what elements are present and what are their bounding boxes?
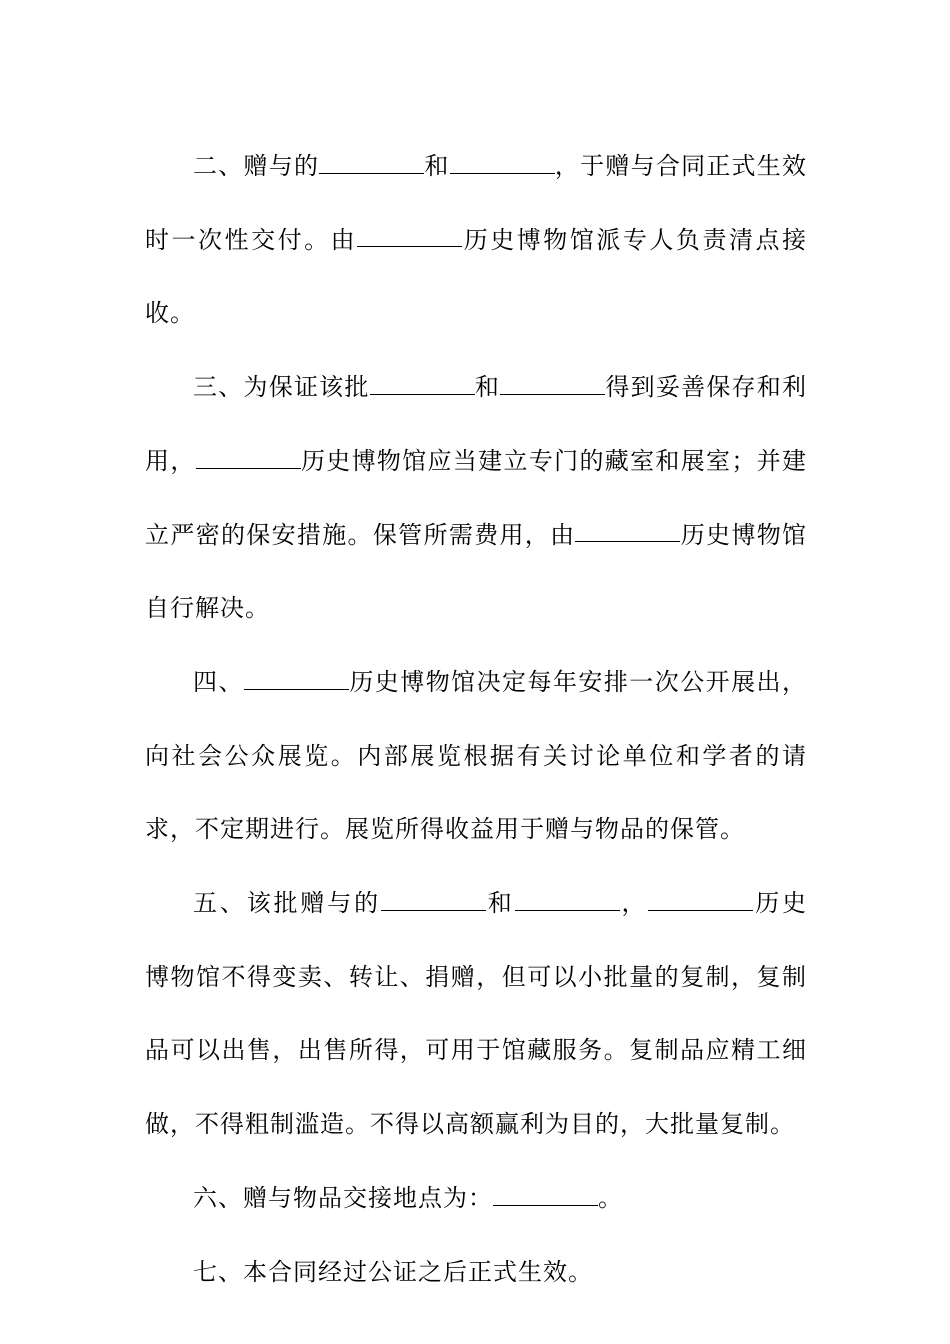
clause-text: ， [619, 889, 649, 918]
fill-in-blank [515, 909, 620, 911]
contract-clause-p5 [145, 867, 807, 1162]
fill-in-blank [648, 909, 753, 911]
clause-text: 历史博物馆决定每年安排一次公开展出，向社会公众展览。内部展览根据有关讨论单位和学者的请求，不定期进行。展览所得收益用于赠与物品的保管。 [145, 667, 808, 844]
clause-text: 和 [474, 373, 501, 402]
clause-text: 和 [424, 152, 450, 180]
clause-text: 五、该批赠与的 [193, 889, 381, 918]
clause-text: 历史博物馆自行解决。 [145, 520, 808, 623]
clause-text: 四、 [193, 667, 244, 696]
contract-clause-p2 [145, 130, 807, 351]
contract-clause-p6 [145, 1162, 807, 1236]
fill-in-blank [357, 245, 462, 247]
fill-in-blank [319, 172, 424, 174]
clause-text: 三、为保证该批 [193, 373, 370, 402]
fill-in-blank [575, 540, 680, 542]
clause-text: 。 [598, 1183, 623, 1212]
contract-clause-p4 [145, 646, 807, 867]
fill-in-blank [370, 393, 475, 395]
fill-in-blank [196, 467, 301, 469]
clause-text: 历史博物馆应当建立专门的藏室和展室；并建立严密的保安措施。保管所需费用，由 [145, 446, 808, 549]
clause-text: 得到妥善保存和利用， [145, 373, 808, 475]
fill-in-blank [493, 1204, 598, 1206]
contract-clause-p7 [145, 1236, 807, 1310]
clause-text: 和 [485, 889, 515, 918]
clause-text: 历史博物馆派专人负责清点接收。 [145, 225, 808, 328]
fill-in-blank [450, 172, 555, 174]
clause-text: ，于赠与合同正式生效时一次性交付。由 [145, 152, 808, 254]
fill-in-blank [381, 909, 486, 911]
fill-in-blank [500, 393, 605, 395]
clause-text: 七、本合同经过公证之后正式生效。 [193, 1257, 593, 1286]
fill-in-blank [244, 688, 349, 690]
clause-text: 六、赠与物品交接地点为： [193, 1183, 493, 1212]
clause-text: 二、赠与的 [193, 152, 320, 180]
contract-body [145, 130, 807, 1309]
contract-clause-p3 [145, 351, 807, 646]
clause-text: 历史博物馆不得变卖、转让、捐赠，但可以小批量的复制，复制品可以出售，出售所得，可用于馆藏服务。复制品应精工细做，不得粗制滥造。不得以高额赢利为目的，大批量复制。 [145, 889, 808, 1139]
